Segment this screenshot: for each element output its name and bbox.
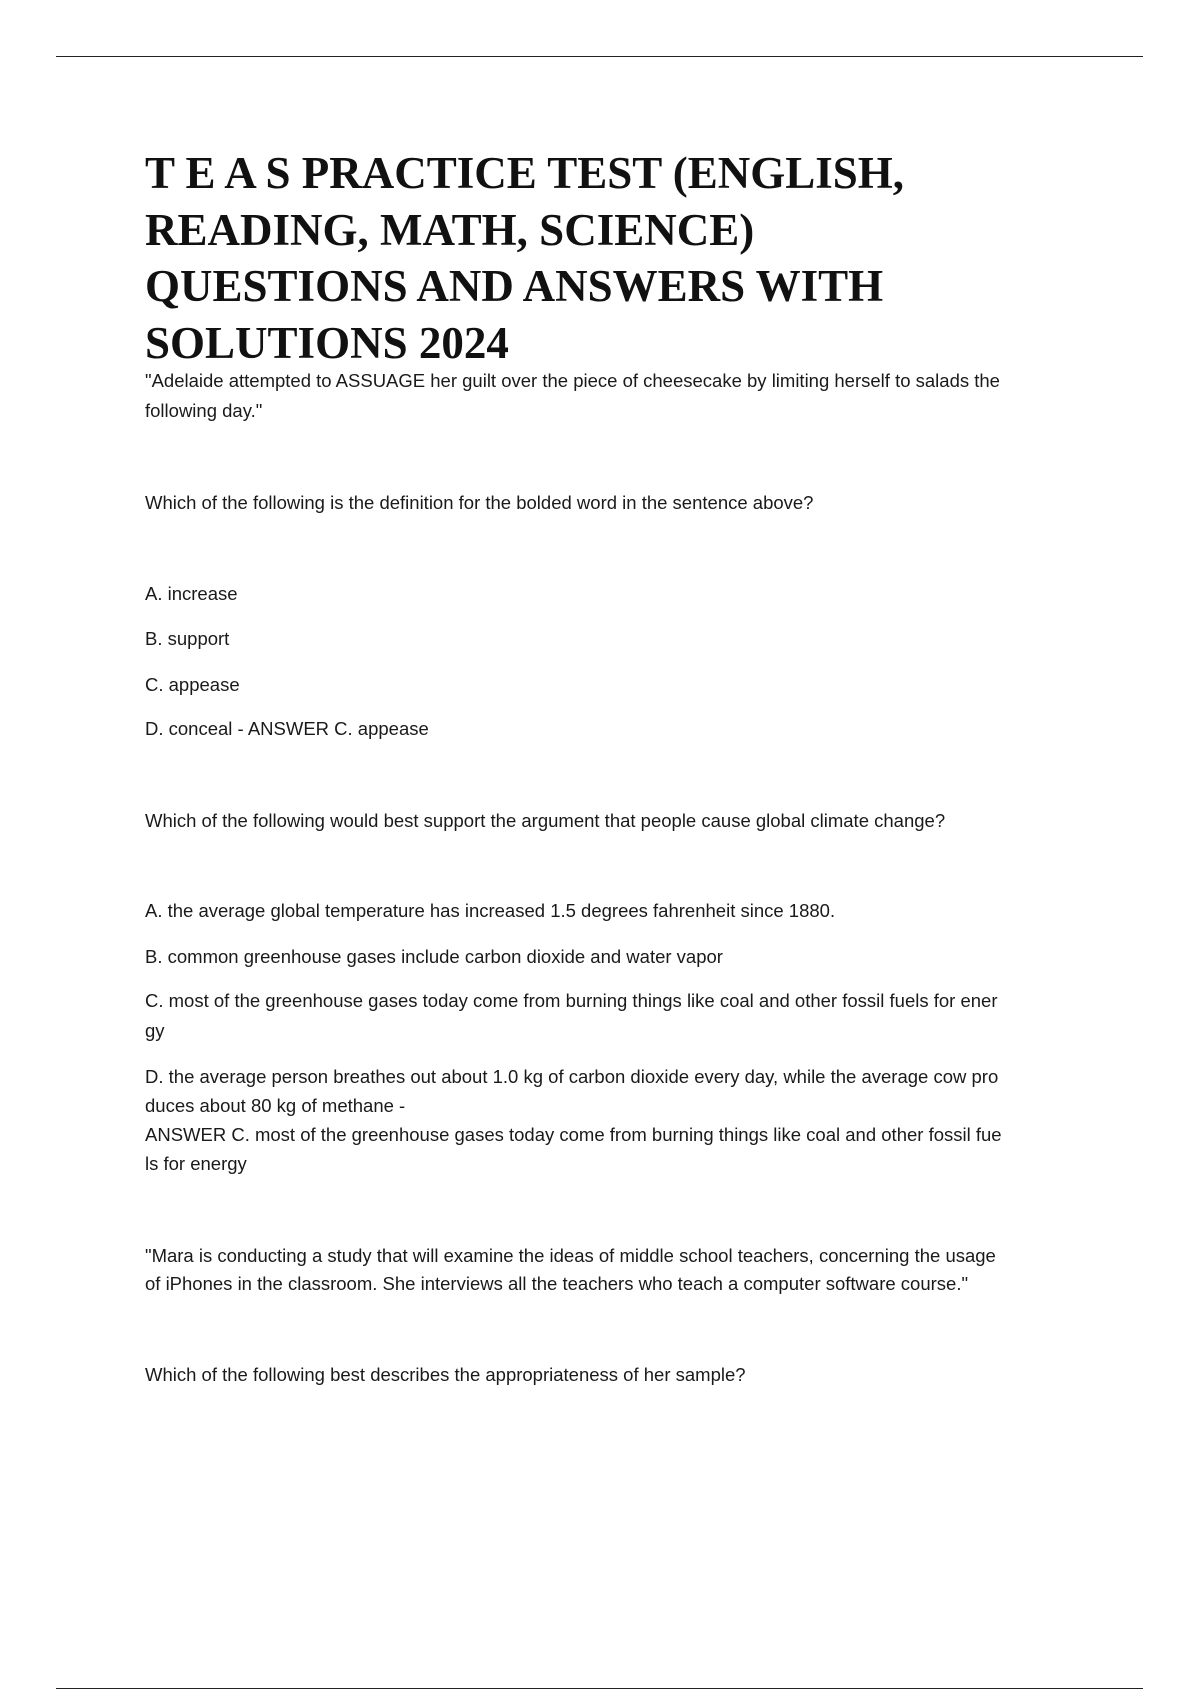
q2-line: C. most of the greenhouse gases today come from burning things like coal and other fossil fuels for ener [145,990,998,1011]
q1-option: B. support [145,628,230,649]
q1-option: A. increase [145,583,238,604]
q2-answer-line: ls for energy [145,1153,247,1174]
document-title [145,145,1105,371]
q2-answer-line: ANSWER C. most of the greenhouse gases today come from burning things like coal and other fossil fue [145,1124,1002,1145]
q1-option: C. appease [145,674,240,695]
q1-prompt: Which of the following is the definition for the bolded word in the sentence above? [145,492,814,513]
bottom-rule [56,1688,1143,1689]
q2-prompt: Which of the following would best support the argument that people cause global climate change? [145,810,946,831]
q2-line: D. the average person breathes out about 1.0 kg of carbon dioxide every day, while the average cow pro [145,1066,999,1087]
title-line: READING, MATH, SCIENCE) [145,204,755,255]
title-line: SOLUTIONS 2024 [145,317,509,368]
q2-line: B. common greenhouse gases include carbon dioxide and water vapor [145,946,723,967]
q2-line: duces about 80 kg of methane - [145,1095,406,1116]
title-line: QUESTIONS AND ANSWERS WITH [145,261,884,311]
title-line: T E A S PRACTICE TEST (ENGLISH, [145,148,905,198]
q2-line: A. the average global temperature has increased 1.5 degrees fahrenheit since 1880. [145,900,836,921]
q1-passage-line: "Adelaide attempted to ASSUAGE her guilt over the piece of cheesecake by limiting herself to salads the [145,370,1000,391]
top-rule [56,56,1143,57]
q2-line: gy [145,1020,165,1041]
q3-passage-line: of iPhones in the classroom. She interviews all the teachers who teach a computer software course." [145,1273,969,1294]
q1-passage-line: following day." [145,400,263,421]
q3-prompt: Which of the following best describes the appropriateness of her sample? [145,1364,746,1385]
q3-passage-line: "Mara is conducting a study that will examine the ideas of middle school teachers, concerning the usage [145,1245,996,1266]
q1-option-with-answer: D. conceal - ANSWER C. appease [145,718,429,739]
